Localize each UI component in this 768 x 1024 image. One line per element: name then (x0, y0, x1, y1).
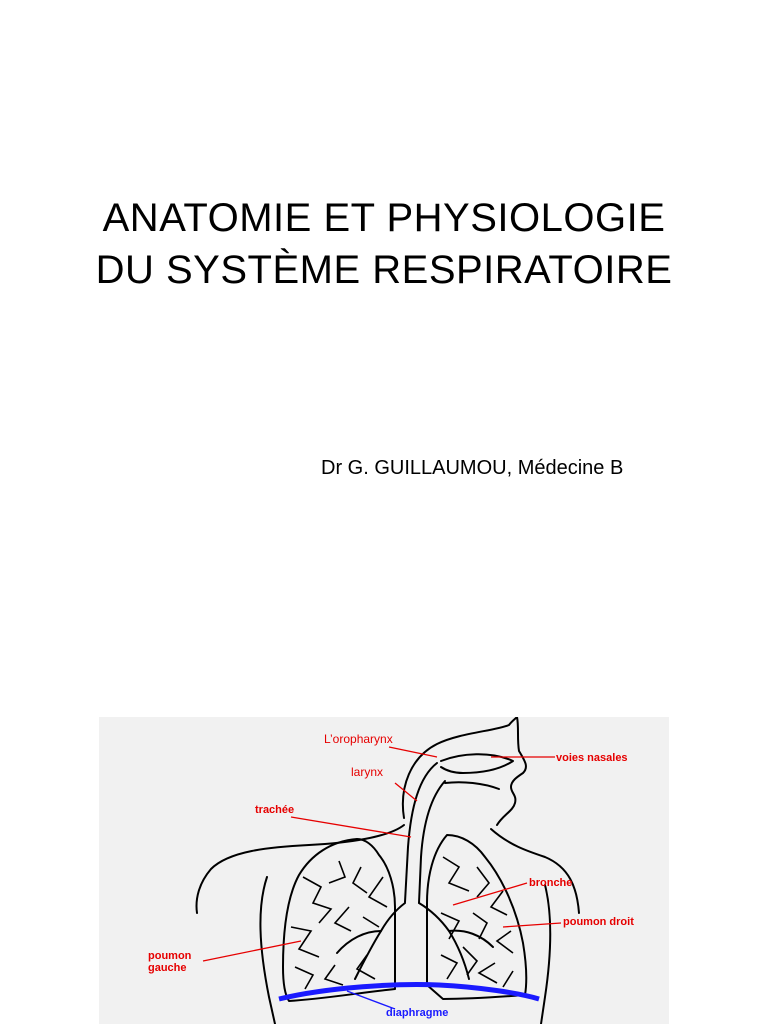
label-bronche: bronche (529, 877, 573, 889)
label-voies-nasales: voies nasales (556, 752, 628, 764)
slide-title-line-1: ANATOMIE ET PHYSIOLOGIE (102, 196, 666, 240)
label-trachee: trachée (255, 804, 295, 816)
label-oropharynx: L’oropharynx (324, 732, 393, 746)
label-poumon-gauche: poumon gauche (148, 950, 192, 974)
face-profile (497, 717, 526, 825)
pointer-poumon-droit (503, 923, 561, 927)
main-bronchi (355, 903, 405, 979)
trachea-left-wall (405, 763, 437, 902)
pointer-bronche (453, 883, 527, 905)
respiratory-system-diagram (99, 717, 669, 1024)
label-diaphragme: diaphragme (386, 1007, 449, 1019)
right-lung-outline (283, 839, 395, 1001)
chest-right-wall (541, 885, 550, 1024)
mouth-cavity (445, 782, 499, 789)
pointer-poumon-gauche (203, 941, 301, 961)
label-larynx: larynx (351, 765, 384, 779)
slide-author: Dr G. GUILLAUMOU, Médecine B (321, 457, 624, 479)
pointer-trachee (291, 817, 411, 837)
label-poumon-droit: poumon droit (563, 916, 634, 928)
right-shoulder (491, 829, 579, 913)
chest-left-wall (260, 877, 275, 1024)
slide-title-line-2: DU SYSTÈME RESPIRATOIRE (95, 248, 673, 292)
